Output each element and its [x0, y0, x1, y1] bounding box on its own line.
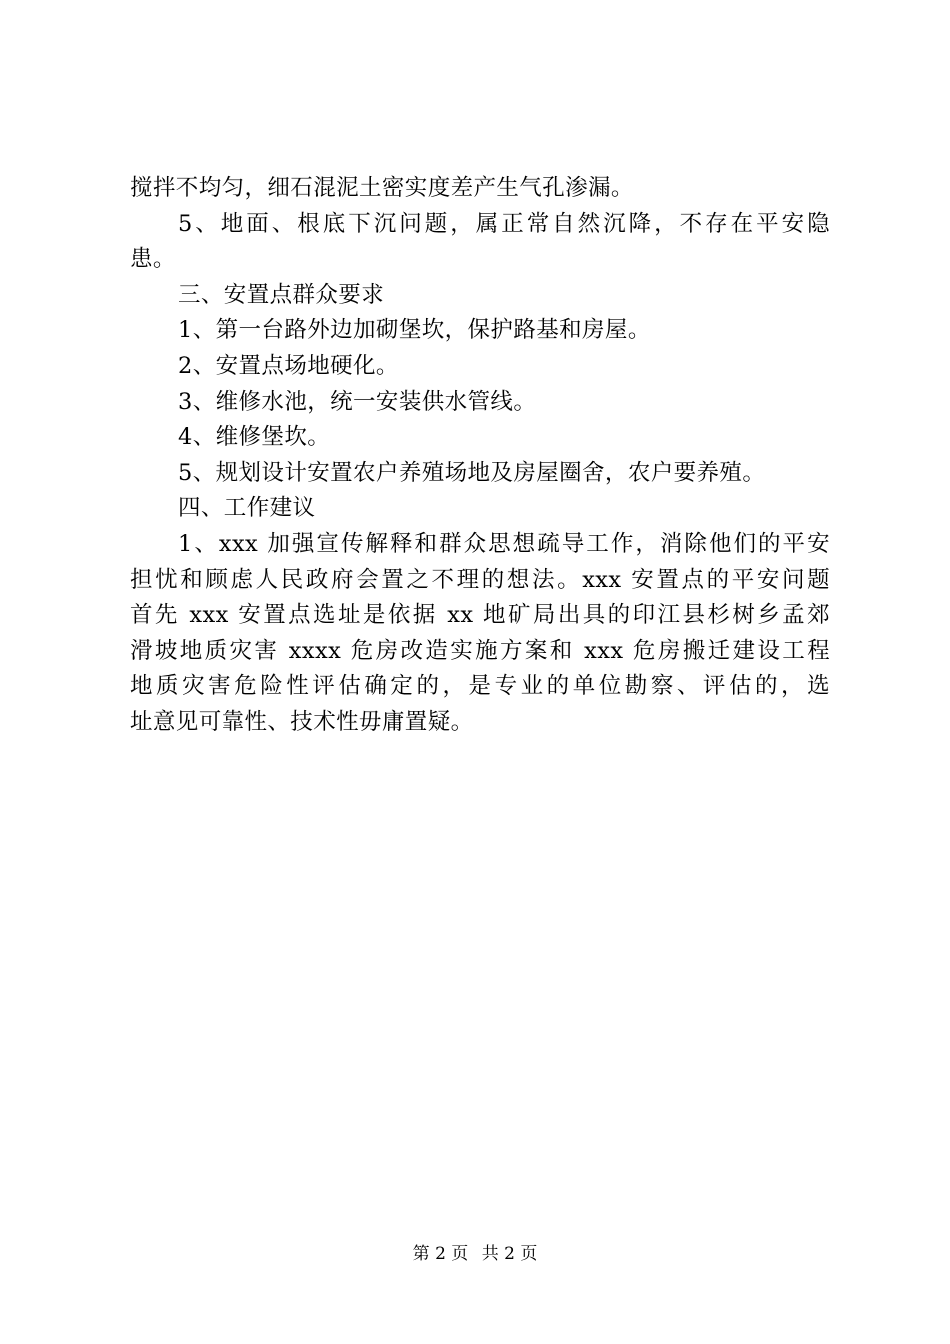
- list-item: 3、维修水池，统一安装供水管线。: [178, 388, 537, 415]
- page-footer: [0, 1243, 950, 1265]
- page-number: 第 2 页: [412, 1244, 469, 1264]
- list-item: 2、安置点场地硬化。: [178, 352, 399, 379]
- paragraph-line: 担忧和顾虑人民政府会置之不理的想法。xxx 安置点的平安问题: [130, 566, 830, 593]
- paragraph-line: 患。: [130, 246, 176, 273]
- paragraph-line: 滑坡地质灾害 xxxx 危房改造实施方案和 xxx 危房搬迁建设工程: [130, 637, 830, 664]
- list-item: 1、第一台路外边加砌堡坎，保护路基和房屋。: [178, 317, 651, 344]
- page-total: 共 2 页: [481, 1244, 538, 1264]
- paragraph-line: 首先 xxx 安置点选址是依据 xx 地矿局出具的印江县杉树乡孟郊: [130, 602, 830, 629]
- paragraph-line: 地质灾害危险性评估确定的，是专业的单位勘察、评估的，选: [130, 673, 830, 700]
- list-item: 4、维修堡坎。: [178, 424, 331, 451]
- paragraph-line: 1、xxx 加强宣传解释和群众思想疏导工作，消除他们的平安: [178, 530, 830, 557]
- section-heading: 四、工作建议: [178, 495, 316, 522]
- paragraph-line: 址意见可靠性、技术性毋庸置疑。: [130, 708, 474, 735]
- document-body: [130, 171, 830, 741]
- section-heading: 三、安置点群众要求: [178, 281, 385, 308]
- paragraph-line: 5、地面、根底下沉问题，属正常自然沉降，不存在平安隐: [178, 210, 830, 237]
- paragraph-line: 搅拌不均匀，细石混泥土密实度差产生气孔渗漏。: [130, 175, 634, 201]
- list-item: 5、规划设计安置农户养殖场地及房屋圈舍，农户要养殖。: [178, 459, 766, 486]
